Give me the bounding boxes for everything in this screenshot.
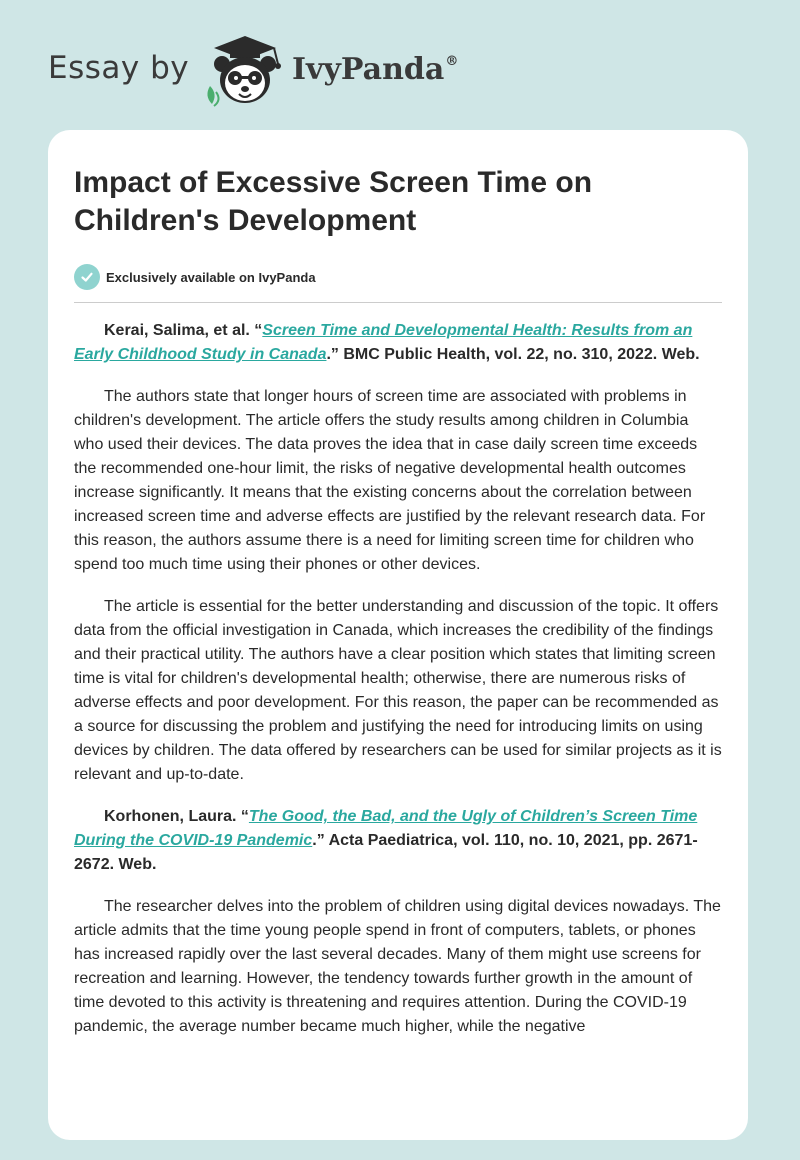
exclusive-label: Exclusively available on IvyPanda xyxy=(106,269,316,285)
exclusive-badge xyxy=(74,264,316,290)
citation-authors: Kerai, Salima, et al. “ xyxy=(104,322,263,339)
annotation-paragraph: The researcher delves into the problem of children using digital devices nowadays. The article admits that the time young people spend in front of computers, tablets, or phones has increased rapidly over the last several decades. Many of them might use screens for recreation and learning. However, the tendency towards further growth in the amount of time devoted to this activity is threatening and requires attention. During the COVID-19 pandemic, the average number became much higher, while the negative xyxy=(74,898,721,1035)
brand-header xyxy=(0,0,800,130)
citation-link[interactable]: Screen Time and Developmental Health: Results from an Early Childhood Study in Canada xyxy=(74,322,693,363)
citation-korhonen xyxy=(74,805,722,877)
divider xyxy=(74,302,722,303)
brand-prefix: Essay by xyxy=(48,50,190,86)
annotation-paragraph: The article is essential for the better understanding and discussion of the topic. It offers data from the official investigation in Canada, which increases the credibility of the findings and their practical utility. The authors have a clear position which states that limiting screen time is vital for children's developmental health; otherwise, there are numerous risks of adverse effects and poor development. For this reason, the paper can be recommended as a source for discussing the problem and justifying the need for introducing limits on using devices by children. The data offered by researchers can be used for similar projects as it is relevant and up-to-date. xyxy=(74,598,722,783)
citation-link[interactable]: The Good, the Bad, and the Ugly of Children’s Screen Time During the COVID-19 Pandemic xyxy=(74,808,698,849)
page-title: Impact of Excessive Screen Time on Children's Development xyxy=(74,166,593,237)
citation-kerai xyxy=(74,319,722,367)
brand-name[interactable] xyxy=(292,52,458,87)
panda-logo-icon[interactable] xyxy=(200,34,290,108)
citation-details: .” Acta Paediatrica, vol. 110, no. 10, 2021, pp. 2671-2672. Web. xyxy=(74,832,698,873)
check-icon xyxy=(74,264,100,290)
citation-details: .” BMC Public Health, vol. 22, no. 310, 2022. Web. xyxy=(326,346,700,363)
essay-body xyxy=(74,319,722,1057)
annotation-paragraph: The authors state that longer hours of screen time are associated with problems in children's development. The article offers the study results among children in Columbia who used their devices. The data proves the idea that in case daily screen time exceeds the recommended one-hour limit, the risks of negative developmental health outcomes increase significantly. It means that the existing concerns about the correlation between increased screen time and adverse effects are justified by the relevant research data. For this reason, the authors assume there is a need for limiting screen time for children who spend too much time using their phones or other devices. xyxy=(74,388,706,573)
citation-authors: Korhonen, Laura. “ xyxy=(104,808,249,825)
registered-mark: ® xyxy=(445,54,459,69)
brand-name-text: IvyPanda xyxy=(292,52,445,87)
essay-card xyxy=(48,130,748,1140)
